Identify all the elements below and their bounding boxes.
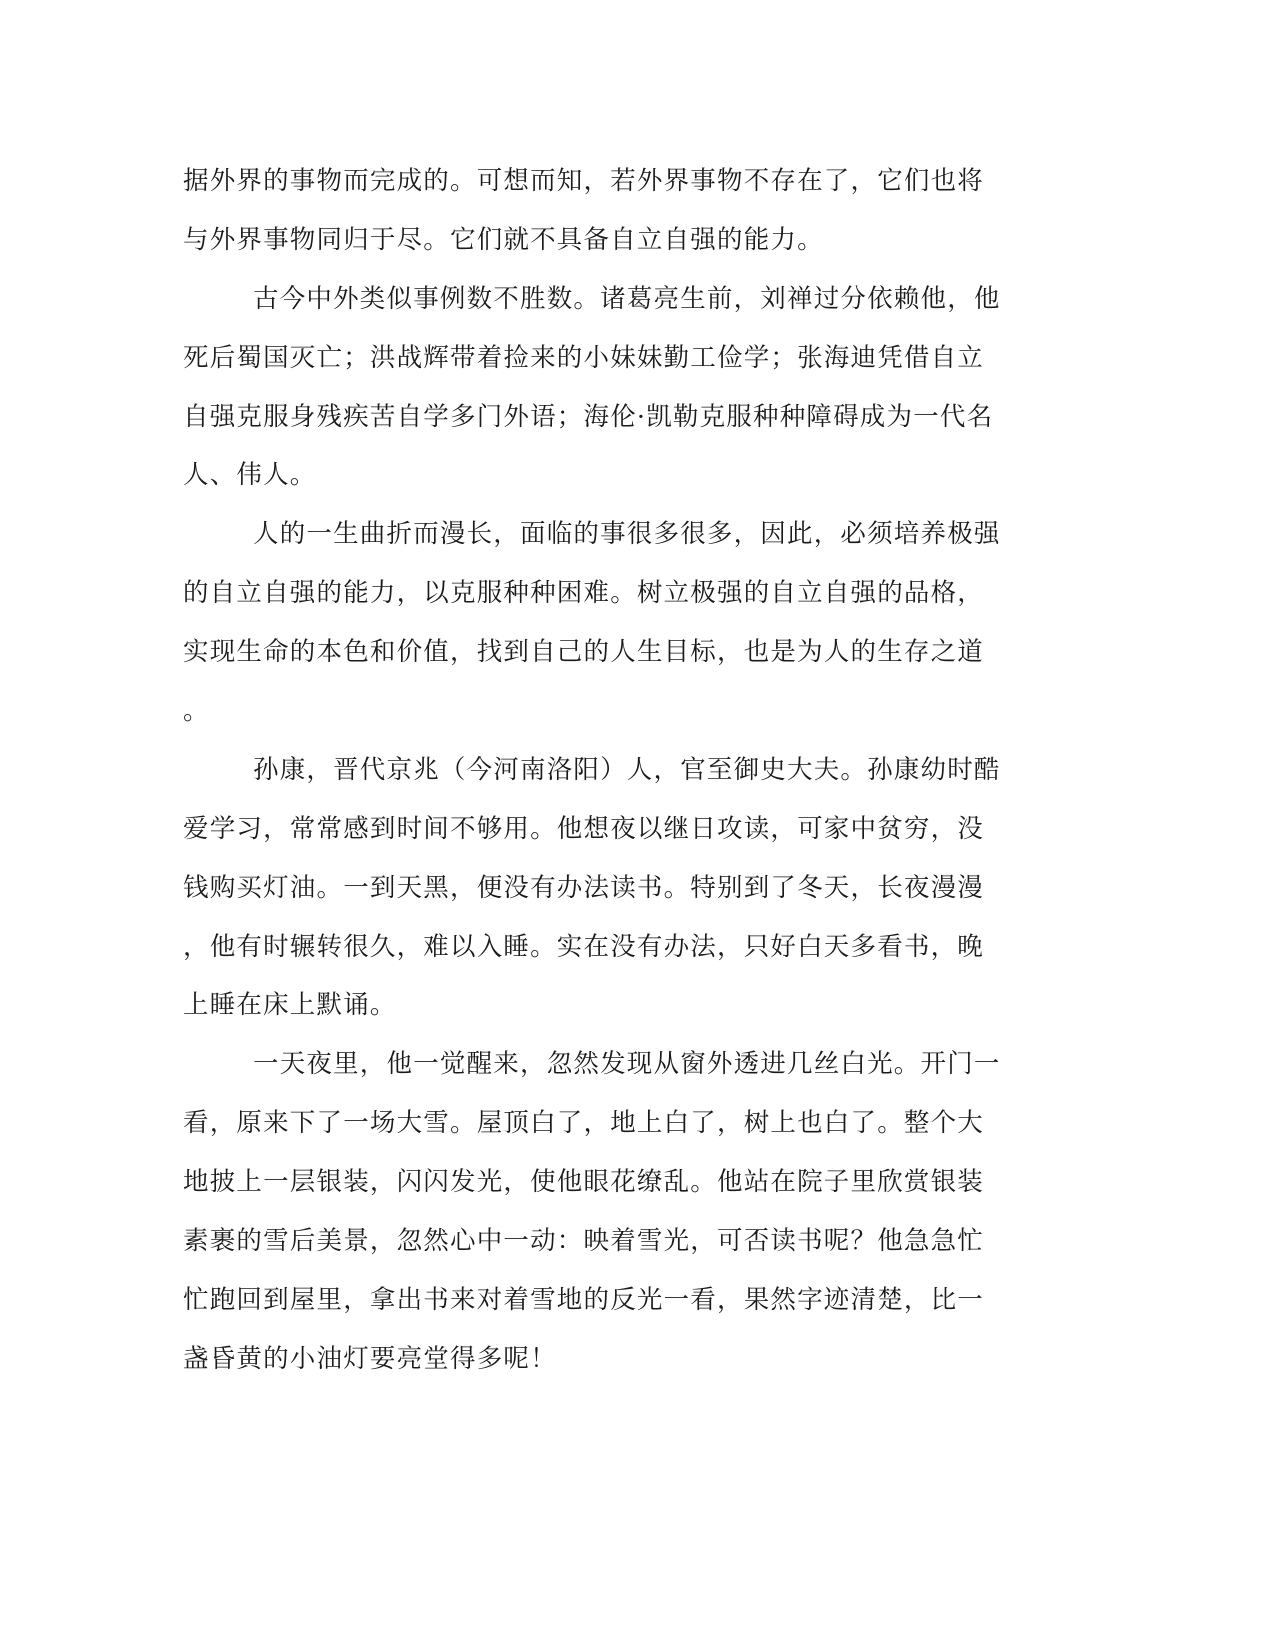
text-line: 上睡在床上默诵。	[183, 990, 397, 1021]
text-line: 一天夜里，他一觉醒来，忽然发现从窗外透进几丝白光。开门一	[253, 1049, 1001, 1080]
text-line: 据外界的事物而完成的。可想而知，若外界事物不存在了，它们也将	[183, 166, 985, 196]
text-line: 的自立自强的能力，以克服种种困难。树立极强的自立自强的品格，	[183, 578, 985, 609]
text-line: 人、伟人。	[183, 460, 317, 491]
text-line: 人的一生曲折而漫长，面临的事很多很多，因此，必须培养极强	[253, 519, 1001, 550]
text-line: ，他有时辗转很久，难以入睡。实在没有办法，只好白天多看书，晚	[183, 931, 985, 962]
text-line: 死后蜀国灭亡；洪战辉带着捡来的小妹妹勤工俭学；张海迪凭借自立	[183, 342, 985, 373]
text-line: 孙康，晋代京兆（今河南洛阳）人，官至御史大夫。孙康幼时酷	[253, 754, 1001, 785]
text-line: 与外界事物同归于尽。它们就不具备自立自强的能力。	[183, 224, 824, 255]
text-line: 自强克服身残疾苦自学多门外语；海伦·凯勒克服种种障碍成为一代名	[183, 401, 994, 432]
text-line: 素裹的雪后美景，忽然心中一动：映着雪光，可否读书呢？他急急忙	[183, 1226, 985, 1257]
text-line: 忙跑回到屋里，拿出书来对着雪地的反光一看，果然字迹清楚，比一	[183, 1284, 985, 1315]
text-line: 。	[183, 696, 210, 727]
text-line: 钱购买灯油。一到天黑，便没有办法读书。特别到了冬天，长夜漫漫	[183, 872, 985, 903]
text-line: 古今中外类似事例数不胜数。诸葛亮生前，刘禅过分依赖他，他	[253, 283, 1001, 314]
document-body	[183, 158, 1043, 1395]
text-line: 实现生命的本色和价值，找到自己的人生目标，也是为人的生存之道	[183, 637, 985, 668]
text-line: 看，原来下了一场大雪。屋顶白了，地上白了，树上也白了。整个大	[183, 1108, 985, 1139]
text-line: 地披上一层银装，闪闪发光，使他眼花缭乱。他站在院子里欣赏银装	[183, 1167, 985, 1198]
text-line: 爱学习，常常感到时间不够用。他想夜以继日攻读，可家中贫穷，没	[183, 813, 985, 844]
text-line: 盏昏黄的小油灯要亮堂得多呢！	[183, 1343, 557, 1374]
